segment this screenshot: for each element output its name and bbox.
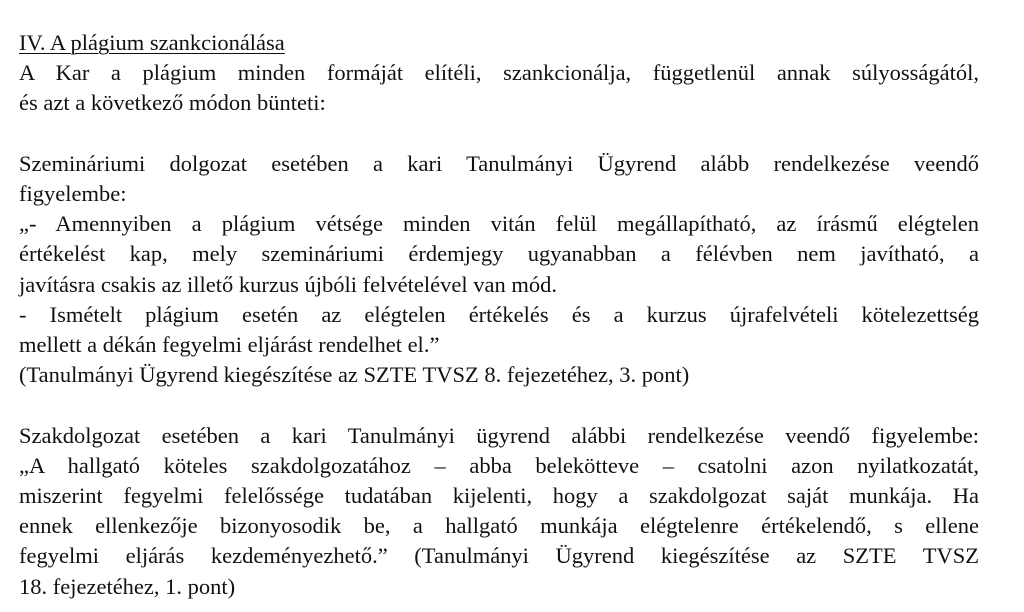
thesis-line-3: miszerint fegyelmi felelőssége tudatában kijelenti, hogy a szakdolgozat saját munkája. Ha — [19, 483, 979, 509]
seminar-line-5: javításra csakis az illető kurzus újbóli felvételével van mód. — [19, 271, 557, 297]
thesis-line-2: „A hallgató köteles szakdolgozatához – abba belekötteve – csatolni azon nyilatkozatát, — [19, 452, 979, 478]
seminar-line-1: Szemináriumi dolgozat esetében a kari Tanulmányi Ügyrend alább rendelkezése veendő — [19, 150, 979, 176]
thesis-line-4: ennek ellenkezője bizonyosodik be, a hallgató munkája elégtelenre értékelendő, s ellene — [19, 513, 979, 539]
seminar-line-3: „- Amennyiben a plágium vétsége minden vitán felül megállapítható, az írásmű elégtelen — [19, 211, 979, 237]
paragraph-spacer — [19, 390, 979, 420]
paragraph-spacer — [19, 119, 979, 149]
intro-line-1: A Kar a plágium minden formáját elítéli, szankcionálja, függetlenül annak súlyosságától, — [19, 60, 979, 86]
thesis-line-6: 18. fejezetéhez, 1. pont) — [19, 573, 236, 599]
document-page — [19, 28, 979, 602]
seminar-line-7: mellett a dékán fegyelmi eljárást rendelhet el.” — [19, 332, 440, 358]
seminar-line-6: - Ismételt plágium esetén az elégtelen értékelés és a kurzus újrafelvételi kötelezettség — [19, 301, 979, 327]
intro-line-2: és azt a következő módon bünteti: — [19, 90, 326, 116]
seminar-line-2: figyelembe: — [19, 181, 127, 206]
thesis-line-5: fegyelmi eljárás kezdeményezhető.” (Tanulmányi Ügyrend kiegészítése az SZTE TVSZ — [19, 543, 979, 569]
section-heading: IV. A plágium szankcionálása — [19, 30, 285, 55]
seminar-line-4: értékelést kap, mely szemináriumi érdemjegy ugyanabban a félévben nem javítható, a — [19, 241, 979, 267]
seminar-citation: (Tanulmányi Ügyrend kiegészítése az SZTE TVSZ 8. fejezetéhez, 3. pont) — [19, 362, 690, 388]
thesis-line-1: Szakdolgozat esetében a kari Tanulmányi ügyrend alábbi rendelkezése veendő figyelembe: — [19, 422, 979, 448]
